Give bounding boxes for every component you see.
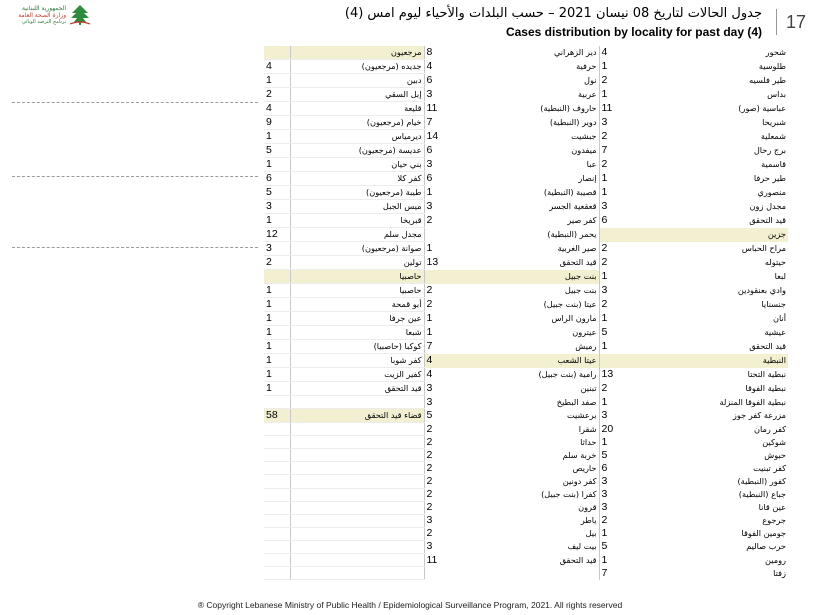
locality-name-cell: دبين	[290, 74, 424, 88]
locality-name-cell: نبطية التحتا	[747, 369, 786, 379]
locality-name-cell: جباع (النبطية)	[738, 489, 786, 500]
case-count-cell: 3	[601, 409, 608, 422]
table-row	[264, 514, 788, 527]
locality-name-cell	[290, 449, 424, 462]
case-count-cell: 4	[426, 60, 433, 72]
table-row	[264, 382, 788, 396]
locality-name-cell: ديرمياس	[290, 130, 424, 144]
case-count-cell: 2	[264, 256, 290, 270]
case-count-cell	[264, 449, 290, 462]
locality-name-cell	[290, 514, 424, 527]
locality-name-cell: مجدل زون	[749, 201, 786, 211]
case-count-cell: 1	[601, 172, 608, 184]
locality-name-cell: طلوسية	[758, 61, 786, 71]
case-count-cell: 2	[601, 242, 608, 254]
locality-name-cell: تبنين	[452, 382, 599, 396]
locality-name-cell: صير الغربية	[452, 242, 599, 256]
district-header-cell: حاصبيا	[290, 270, 424, 284]
table-row	[264, 200, 788, 214]
case-count-cell: 2	[426, 422, 433, 435]
table-row	[264, 116, 788, 130]
locality-name-cell	[290, 527, 424, 540]
locality-name-cell: كفر رمان	[753, 423, 786, 434]
case-count-cell: 1	[426, 242, 433, 254]
locality-name-cell: طير فلسيه	[749, 75, 786, 85]
case-count-cell: 1	[601, 88, 608, 100]
locality-name-cell	[290, 554, 424, 567]
case-count-cell: 1	[264, 130, 290, 144]
table-row	[264, 270, 788, 284]
locality-name-cell: حاصبيا	[290, 284, 424, 298]
locality-name-cell: حاريص	[452, 462, 599, 475]
locality-name-cell: رامية (بنت جبيل)	[452, 368, 599, 382]
locality-name-cell: عربية	[452, 88, 599, 102]
case-count-cell: 3	[601, 200, 608, 212]
case-count-cell: 3	[426, 514, 433, 527]
table-row	[264, 368, 788, 382]
case-count-cell	[424, 270, 452, 284]
case-count-cell	[264, 567, 290, 580]
locality-name-cell: بداس	[767, 89, 786, 99]
case-count-cell: 5	[264, 186, 290, 200]
case-count-cell: 1	[264, 312, 290, 326]
case-count-cell	[264, 396, 290, 409]
table-row	[264, 540, 788, 553]
locality-name-cell: أنان	[772, 313, 786, 323]
locality-name-cell: كفر صير	[452, 214, 599, 228]
case-count-cell: 1	[601, 270, 608, 282]
case-count-cell	[264, 423, 290, 436]
locality-name-cell: عين جرفا	[290, 312, 424, 326]
locality-name-cell: حرب صاليم	[746, 541, 786, 552]
ministry-logo	[6, 4, 96, 28]
locality-name-cell: طيبة (مرجعيون)	[290, 186, 424, 200]
case-count-cell: 3	[601, 116, 608, 128]
locality-name-cell: إبل السقي	[290, 88, 424, 102]
table-row	[264, 462, 788, 475]
locality-name-cell: نول	[452, 74, 599, 88]
locality-name-cell: دير الزهراني	[452, 46, 599, 60]
case-count-cell: 4	[264, 60, 290, 74]
locality-name-cell: مراح الحباس	[741, 243, 786, 253]
case-count-cell: 4	[601, 46, 608, 59]
case-count-cell: 58	[264, 409, 290, 423]
case-count-cell: 3	[601, 488, 608, 501]
locality-name-cell: ياطر	[452, 514, 599, 527]
locality-name-cell: قيد التحقق	[290, 382, 424, 396]
case-count-cell: 3	[601, 284, 608, 296]
case-count-cell	[264, 540, 290, 553]
locality-name-cell	[290, 475, 424, 488]
table-row	[264, 88, 788, 102]
case-count-cell: 3	[426, 382, 433, 394]
locality-name-cell: وادي بعنقودين	[737, 285, 786, 295]
case-count-cell: 1	[264, 340, 290, 354]
table-row	[264, 256, 788, 270]
locality-name-cell: نبطية الفوقا المنزلة	[719, 396, 786, 407]
cases-table	[264, 46, 789, 580]
cedar-tree-icon	[68, 4, 92, 26]
case-count-cell: 5	[601, 448, 608, 461]
locality-name-cell: شبريحا	[762, 117, 786, 127]
case-count-cell: 2	[426, 501, 433, 514]
case-count-cell: 2	[601, 74, 608, 86]
case-count-cell: 7	[426, 116, 433, 128]
table-row	[264, 354, 788, 368]
case-count-cell: 1	[601, 395, 608, 408]
locality-name-cell	[290, 436, 424, 449]
case-count-cell: 3	[426, 88, 433, 100]
table-row	[264, 102, 788, 116]
case-count-cell: 5	[426, 409, 433, 422]
divider-line	[12, 247, 258, 248]
locality-name-cell: منصوري	[757, 187, 786, 197]
locality-name-cell: رميش	[452, 340, 599, 354]
locality-name-cell: تولين	[290, 256, 424, 270]
table-row	[264, 186, 788, 200]
table-row	[264, 298, 788, 312]
locality-name-cell	[290, 423, 424, 436]
case-count-cell: 2	[426, 475, 433, 488]
case-count-cell	[264, 554, 290, 567]
locality-name-cell: عيترون	[452, 326, 599, 340]
locality-name-cell: أبو قمحة	[290, 298, 424, 312]
locality-name-cell: قعقعية الجسر	[452, 200, 599, 214]
case-count-cell: 2	[601, 298, 608, 310]
case-count-cell	[264, 462, 290, 475]
case-count-cell: 6	[264, 172, 290, 186]
table-row	[264, 228, 788, 242]
page-title-english: Cases distribution by locality for past day (4)	[505, 25, 762, 39]
case-count-cell: 2	[426, 435, 433, 448]
case-count-cell: 3	[426, 200, 433, 212]
locality-name-cell: قيد التحقق	[452, 554, 599, 567]
locality-name-cell: قيد التحقق	[452, 256, 599, 270]
case-count-cell: 20	[601, 422, 614, 435]
case-count-cell: 1	[426, 326, 433, 338]
cases-table-body	[264, 46, 788, 580]
table-row	[264, 74, 788, 88]
locality-name-cell: شوكين	[762, 436, 786, 447]
locality-name-cell	[290, 462, 424, 475]
locality-name-cell: بني حيان	[290, 158, 424, 172]
locality-name-cell: جرجوع	[762, 515, 786, 526]
locality-name-cell: قبريخا	[290, 214, 424, 228]
case-count-cell: 6	[426, 74, 433, 86]
case-count-cell	[264, 514, 290, 527]
table-row	[264, 284, 788, 298]
case-count-cell: 1	[264, 382, 290, 396]
case-count-cell: 2	[601, 158, 608, 170]
locality-name-cell: قاسمية	[761, 159, 786, 169]
locality-name-cell: شحور	[765, 47, 786, 58]
locality-name-cell: رومين	[765, 554, 786, 565]
table-row	[264, 409, 788, 423]
table-row	[264, 144, 788, 158]
case-count-cell: 1	[264, 284, 290, 298]
locality-name-cell: يحمر (النبطية)	[452, 228, 599, 242]
locality-name-cell: ميفدون	[452, 144, 599, 158]
case-count-cell: 2	[426, 284, 433, 296]
locality-name-cell: شمعلية	[760, 131, 786, 141]
table-row	[264, 130, 788, 144]
locality-name-cell: كوكبا (حاصبيا)	[290, 340, 424, 354]
locality-name-cell	[290, 567, 424, 580]
case-count-cell	[424, 567, 452, 580]
locality-name-cell: جديده (مرجعيون)	[290, 60, 424, 74]
case-count-cell: 5	[601, 540, 608, 553]
copyright-footer: ® Copyright Lebanese Ministry of Public Health / Epidemiological Surveillance Program, 2021. All rights reserved	[197, 600, 623, 610]
case-count-cell: 3	[426, 540, 433, 553]
locality-name-cell: حيتوله	[764, 257, 786, 267]
locality-name-cell: طير حرفا	[753, 173, 786, 183]
locality-name-cell: نبطية الفوقا	[745, 383, 786, 393]
table-row	[264, 396, 788, 409]
case-count-cell	[599, 354, 633, 368]
case-count-cell: 1	[601, 527, 608, 540]
locality-name-cell: حاروف (النبطية)	[452, 102, 599, 116]
locality-name-cell: ميس الجبل	[290, 200, 424, 214]
case-count-cell: 13	[426, 256, 439, 268]
locality-name-cell: قصيبة (النبطية)	[452, 186, 599, 200]
case-count-cell: 7	[601, 144, 608, 156]
case-count-cell: 2	[426, 488, 433, 501]
table-row	[264, 60, 788, 74]
locality-name-cell: عديسة (مرجعيون)	[290, 144, 424, 158]
locality-name-cell: جومين الفوقا	[741, 528, 786, 539]
locality-name-cell: كفر تبنيت	[753, 462, 786, 473]
locality-name-cell: حبوش	[764, 449, 786, 460]
case-count-cell: 4	[424, 354, 452, 368]
table-row	[264, 449, 788, 462]
case-count-cell: 1	[426, 312, 433, 324]
table-row	[264, 527, 788, 540]
case-count-cell: 1	[601, 312, 608, 324]
case-count-cell: 2	[601, 514, 608, 527]
case-count-cell: 13	[601, 368, 614, 380]
case-count-cell: 11	[426, 553, 438, 566]
case-count-cell: 4	[426, 368, 433, 380]
locality-name-cell: برعشيت	[452, 409, 599, 423]
locality-name-cell: قرون	[452, 501, 599, 514]
case-count-cell	[264, 527, 290, 540]
case-count-cell: 1	[264, 158, 290, 172]
locality-name-cell: جنسنايا	[761, 299, 786, 309]
locality-name-cell: برج رحال	[753, 145, 786, 155]
locality-name-cell	[290, 501, 424, 514]
locality-name-cell: عين قانا	[758, 502, 786, 513]
case-count-cell: 11	[426, 102, 438, 114]
locality-name-cell: حرفية	[452, 60, 599, 74]
locality-name-cell: صفد البطيخ	[452, 396, 599, 409]
case-count-cell: 2	[426, 298, 433, 310]
case-count-cell: 1	[601, 553, 608, 566]
locality-name-cell: مجدل سلم	[290, 228, 424, 242]
case-count-cell: 3	[601, 475, 608, 488]
case-count-cell: 2	[264, 88, 290, 102]
case-count-cell	[264, 488, 290, 501]
case-count-cell: 1	[601, 340, 608, 352]
case-count-cell: 1	[264, 326, 290, 340]
case-count-cell: 4	[264, 102, 290, 116]
locality-name-cell: خيام (مرجعيون)	[290, 116, 424, 130]
case-count-cell: 6	[601, 214, 608, 226]
case-count-cell	[264, 436, 290, 449]
logo-line-3: برنامج الترصد الوبائي	[21, 19, 66, 25]
slide-number: 17	[776, 9, 812, 35]
divider-line	[12, 176, 258, 177]
case-count-cell: 2	[426, 214, 433, 226]
case-count-cell: 1	[426, 186, 433, 198]
locality-name-cell	[290, 488, 424, 501]
case-count-cell: 7	[601, 566, 608, 579]
locality-name-cell	[452, 567, 599, 580]
locality-name-cell: صوانة (مرجعيون)	[290, 242, 424, 256]
locality-name-cell: قيد التحقق	[749, 341, 786, 351]
case-count-cell: 2	[426, 448, 433, 461]
case-count-cell: 3	[426, 158, 433, 170]
case-count-cell: 1	[264, 368, 290, 382]
table-row	[264, 423, 788, 436]
case-count-cell: 8	[426, 46, 433, 59]
locality-name-cell: جبشيت	[452, 130, 599, 144]
table-row	[264, 312, 788, 326]
locality-name-cell: حداثا	[452, 436, 599, 449]
locality-name-cell	[290, 396, 424, 409]
locality-name-cell: زفتا	[773, 567, 786, 578]
locality-name-cell: لبعا	[774, 271, 786, 281]
logo-line-1: الجمهورية اللبنانية	[21, 5, 66, 12]
case-count-cell: 1	[601, 186, 608, 198]
case-count-cell: 1	[264, 298, 290, 312]
district-header-cell: مرجعيون	[290, 46, 424, 60]
locality-name-cell: عيتا (بنت جبيل)	[452, 298, 599, 312]
case-count-cell: 5	[601, 326, 608, 338]
district-header-cell: عيتا الشعب	[452, 354, 599, 368]
table-row	[264, 340, 788, 354]
locality-name-cell: بيت ليف	[452, 540, 599, 553]
locality-name-cell: عباسية (صور)	[738, 103, 786, 113]
page-title-arabic: جدول الحالات لتاريخ 08 نيسان 2021 – حسب البلدات والأحياء ليوم امس (4)	[344, 6, 762, 21]
locality-name-cell: كفر كلا	[290, 172, 424, 186]
case-count-cell: 5	[264, 144, 290, 158]
table-row	[264, 326, 788, 340]
locality-name-cell	[290, 540, 424, 553]
case-count-cell: 14	[426, 130, 439, 142]
case-count-cell	[264, 270, 290, 284]
case-count-cell	[264, 46, 290, 60]
district-header-cell: النبطية	[633, 354, 788, 368]
table-row	[264, 436, 788, 449]
case-count-cell: 1	[264, 214, 290, 228]
locality-name-cell: دوير (النبطية)	[452, 116, 599, 130]
locality-name-cell: كفرا (بنت جبيل)	[452, 488, 599, 501]
case-count-cell: 3	[426, 395, 433, 408]
district-header-cell: قضاء قيد التحقق	[290, 409, 424, 423]
case-count-cell: 1	[264, 74, 290, 88]
case-count-cell: 6	[601, 461, 608, 474]
locality-name-cell: كفر شوبا	[290, 354, 424, 368]
locality-name-cell: كفر دونين	[452, 475, 599, 488]
table-row	[264, 475, 788, 488]
case-count-cell	[264, 475, 290, 488]
case-count-cell: 1	[601, 435, 608, 448]
case-count-cell: 1	[601, 60, 608, 72]
district-header-cell: جزين	[633, 228, 788, 242]
locality-name-cell: كفير الزيت	[290, 368, 424, 382]
locality-name-cell: مارون الراس	[452, 312, 599, 326]
locality-name-cell: خربة سلم	[452, 449, 599, 462]
locality-name-cell: عيشية	[764, 327, 786, 337]
locality-name-cell: شقرا	[452, 423, 599, 436]
locality-name-cell: شبعا	[290, 326, 424, 340]
table-row	[264, 214, 788, 228]
case-count-cell	[424, 228, 452, 242]
case-count-cell: 3	[264, 242, 290, 256]
case-count-cell: 1	[264, 354, 290, 368]
table-row	[264, 158, 788, 172]
case-count-cell: 3	[601, 501, 608, 514]
case-count-cell: 2	[601, 382, 608, 394]
case-count-cell: 7	[426, 340, 433, 352]
locality-name-cell: قليعة	[290, 102, 424, 116]
case-count-cell: 6	[426, 144, 433, 156]
table-row	[264, 554, 788, 567]
case-count-cell	[599, 228, 633, 242]
case-count-cell: 6	[426, 172, 433, 184]
case-count-cell: 3	[264, 200, 290, 214]
case-count-cell: 9	[264, 116, 290, 130]
locality-name-cell: إنصار	[452, 172, 599, 186]
table-row	[264, 46, 788, 60]
table-row	[264, 172, 788, 186]
table-row	[264, 488, 788, 501]
divider-line	[12, 102, 258, 103]
case-count-cell: 11	[601, 102, 613, 114]
case-count-cell: 12	[264, 228, 290, 242]
case-count-cell: 2	[426, 527, 433, 540]
table-row	[264, 242, 788, 256]
locality-name-cell: بيل	[452, 527, 599, 540]
locality-name-cell: مزرعة كفر جوز	[732, 410, 786, 421]
case-count-cell: 2	[601, 130, 608, 142]
locality-name-cell: قيد التحقق	[749, 215, 786, 225]
district-header-cell: بنت جبيل	[452, 270, 599, 284]
logo-line-2: وزارة الصحة العامة	[18, 12, 66, 19]
table-row	[264, 567, 788, 580]
case-count-cell: 2	[426, 461, 433, 474]
locality-name-cell: عبا	[452, 158, 599, 172]
locality-name-cell: بنت جبيل	[452, 284, 599, 298]
locality-name-cell: كفور (النبطية)	[737, 476, 786, 487]
table-row	[264, 501, 788, 514]
case-count-cell: 2	[601, 256, 608, 268]
case-count-cell	[264, 501, 290, 514]
